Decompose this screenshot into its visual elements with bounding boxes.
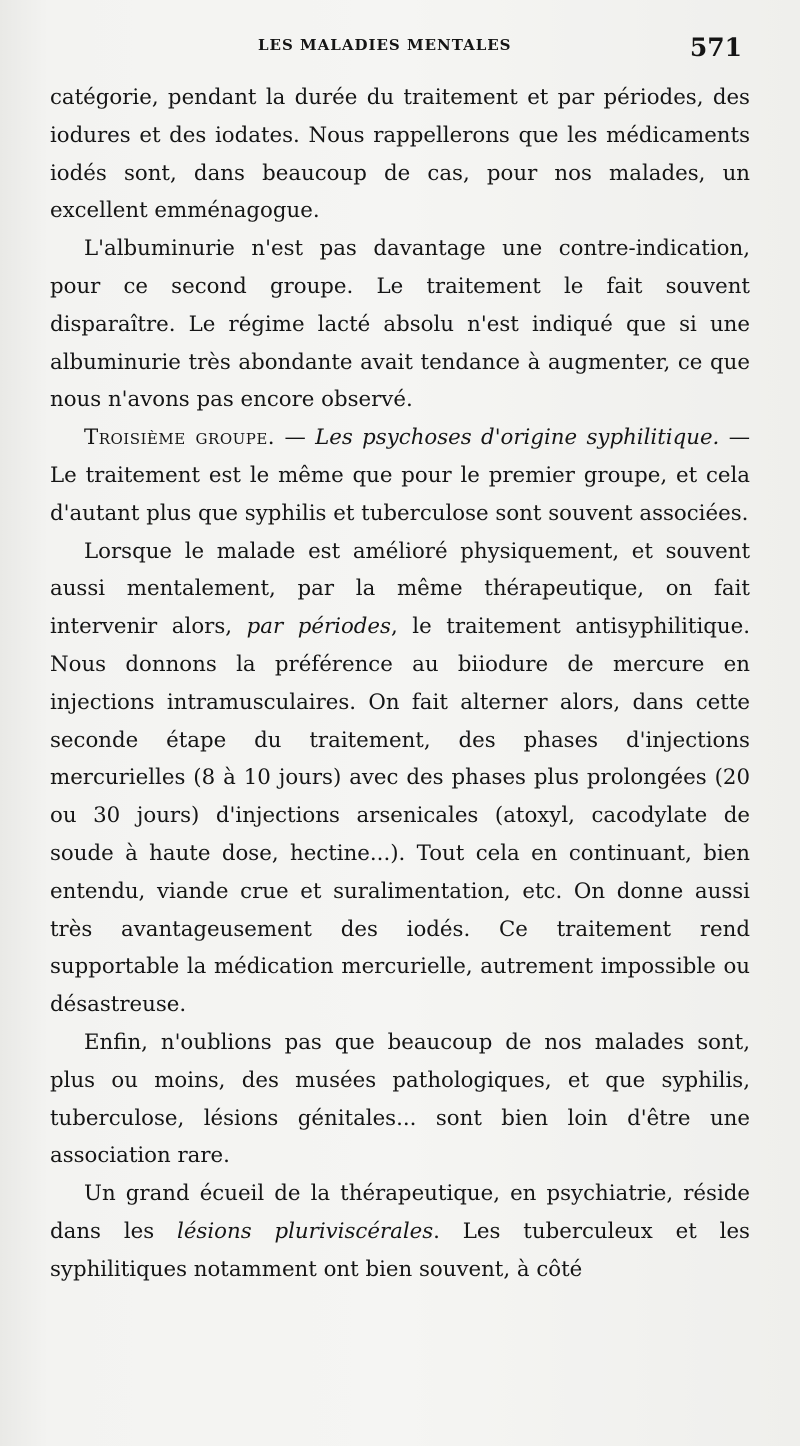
paragraph-text: catégorie, pendant la durée du traitement et par périodes, des iodures et des iodates. Nous rappellerons que les médicaments iodés sont, dans beaucoup de cas, pour nos malades, un excellent emménagogue. — [50, 85, 750, 224]
italic-emphasis: lésions pluriviscérales — [177, 1218, 434, 1244]
italic-emphasis: par périodes — [246, 614, 391, 640]
body-text — [50, 79, 750, 1289]
paragraph-text: , le traitement antisyphilitique. Nous donnons la préférence au biiodure de mercure en injections intramusculaires. On fait alterner alors, dans cette seconde étape du traitement, des phases d'injections mercurielles (8 à 10 jours) avec des phases plus prolongées (20 ou 30 jours) d'injections arsenicales (atoxyl, cacodylate de soude à haute dose, hectine...). Tout cela en continuant, bien entendu, viande crue et suralimentation, etc. On donne aussi très avantageusement des iodés. Ce traitement rend supportable la médication mercurielle, autrement impossible ou désastreuse. — [50, 614, 750, 1018]
paragraph-iodine-treatment — [50, 79, 750, 230]
paragraph-text: Lorsque le malade est amélioré physiquement, et souvent aussi mentalement, par la même thérapeutique, on fait intervenir alors, — [50, 538, 750, 640]
paragraph-text: Un grand écueil de la thérapeutique, en psychiatrie, réside dans les — [50, 1181, 750, 1244]
running-title: LES MALADIES MENTALES — [258, 36, 512, 54]
paragraph-multivisceral-lesions — [50, 1175, 750, 1288]
page-number: 571 — [689, 33, 742, 62]
paragraph-text: L'albuminurie n'est pas davantage une contre-indication, pour ce second groupe. Le traitement le fait souvent disparaître. Le régime lacté absolu n'est indiqué que si une albuminurie très abondante avait tendance à augmenter, ce que nous n'avons pas encore observé. — [50, 236, 750, 413]
paragraph-text: . Les tuberculeux et les syphilitiques notamment ont bien souvent, à côté — [50, 1218, 750, 1282]
paragraph-pathological-museums — [50, 1024, 750, 1175]
section-label: Troisième groupe. — [84, 425, 276, 451]
em-dash: — — [275, 425, 316, 451]
paragraph-third-group — [50, 419, 750, 532]
paragraph-text: Enfin, n'oublions pas que beaucoup de nos malades sont, plus ou moins, des musées pathologiques, et que syphilis, tuberculose, lésions génitales... sont bien loin d'être une association rare. — [50, 1029, 750, 1169]
paragraph-text: Le traitement est le même que pour le premier groupe, et cela d'autant plus que syphilis et tuberculose sont souvent associées. — [50, 462, 750, 526]
section-title: Les psychoses d'origine syphilitique. — [315, 425, 720, 451]
paragraph-albuminuria — [50, 230, 750, 419]
em-dash: — — [719, 425, 750, 451]
running-header — [0, 30, 800, 74]
paragraph-antisyphilitic-treatment — [50, 533, 750, 1024]
